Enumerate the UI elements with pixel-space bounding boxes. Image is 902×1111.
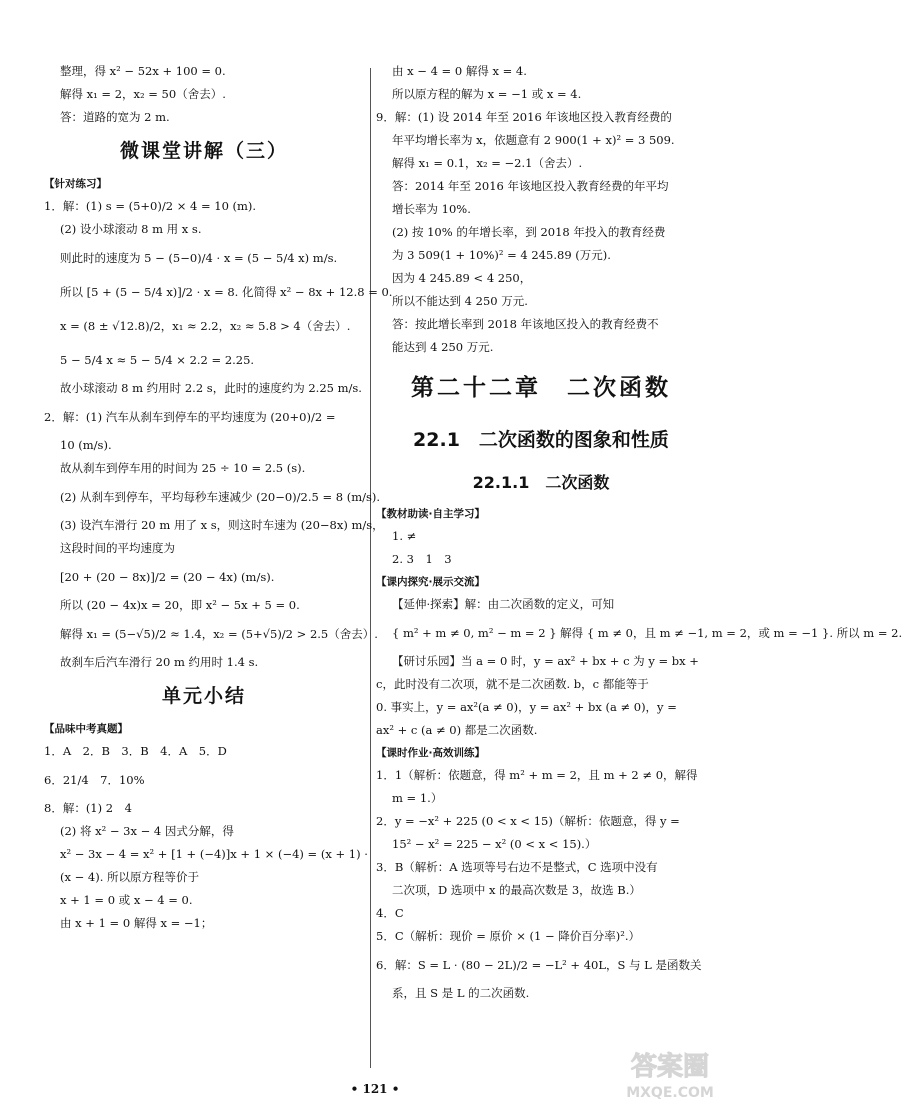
left-line: x² − 3x − 4 = x² + [1 + (−4)]x + 1 × (−4) = (x + 1) · — [60, 847, 368, 861]
right-line: 6．解：S = L · (80 − 2L)/2 = −L² + 40L，S 与 L 是函数关 — [376, 958, 702, 972]
right-line: 22.1 二次函数的图象和性质 — [413, 429, 669, 451]
svg-text:答案圈: 答案圈 — [630, 1052, 710, 1082]
left-line: 整理，得 x² − 52x + 100 = 0. — [60, 64, 226, 78]
left-line: 则此时的速度为 5 − (5−0)/4 · x = (5 − 5/4 x) m/s. — [60, 251, 338, 265]
right-line: 1．1（解析：依题意，得 m² + m = 2，且 m + 2 ≠ 0，解得 — [376, 768, 698, 782]
right-line: 【课时作业·高效训练】 — [376, 747, 485, 759]
left-line: (2) 从刹车到停车，平均每秒车速减少 (20−0)/2.5 = 8 (m/s). — [60, 490, 381, 504]
right-line: 22.1.1 二次函数 — [472, 473, 610, 492]
column-divider — [370, 68, 371, 1068]
right-line: 为 3 509(1 + 10%)² = 4 245.89 (万元). — [392, 248, 611, 262]
svg-text:MXQE.COM: MXQE.COM — [626, 1085, 714, 1101]
right-line: 所以原方程的解为 x = −1 或 x = 4. — [392, 87, 582, 101]
left-line: 2．解：(1) 汽车从刹车到停车的平均速度为 (20+0)/2 = — [44, 410, 336, 424]
right-line: 【延伸·探索】解：由二次函数的定义，可知 — [392, 597, 615, 611]
left-line: [20 + (20 − 8x)]/2 = (20 − 4x) (m/s). — [60, 570, 275, 584]
left-line: (2) 将 x² − 3x − 4 因式分解，得 — [60, 824, 234, 838]
right-line: 由 x − 4 = 0 解得 x = 4. — [392, 64, 527, 78]
left-line: 8．解：(1) 2 4 — [44, 801, 132, 815]
left-line: 1．A 2．B 3．B 4．A 5．D — [44, 744, 227, 758]
right-line: 1. ≠ — [392, 529, 417, 543]
left-line: 6．21/4 7．10% — [44, 773, 145, 787]
page-number: • 121 • — [350, 1082, 400, 1096]
right-line: 解得 x₁ = 0.1，x₂ = −2.1（舍去）. — [392, 156, 583, 170]
right-line: 系，且 S 是 L 的二次函数. — [392, 986, 530, 1000]
right-line: 答：2014 年至 2016 年该地区投入教育经费的年平均 — [392, 179, 669, 193]
left-line: 【品味中考真题】 — [44, 723, 128, 735]
right-column — [376, 60, 902, 1005]
left-line: (x − 4). 所以原方程等价于 — [60, 870, 200, 884]
right-line: 2. 3 1 3 — [392, 552, 452, 566]
left-line: 解得 x₁ = 2，x₂ = 50（舍去）. — [60, 87, 226, 101]
right-line: c，此时没有二次项，就不是二次函数. b，c 都能等于 — [376, 677, 649, 691]
right-line: { m² + m ≠ 0, m² − m = 2 } 解得 { m ≠ 0，且 m ≠ −1, m = 2，或 m = −1 }. 所以 m = 2. — [392, 626, 902, 640]
right-line: 【教材助读·自主学习】 — [376, 508, 485, 520]
left-line: 所以 [5 + (5 − 5/4 x)]/2 · x = 8. 化简得 x² − 8x + 12.8 = 0. — [60, 285, 393, 299]
left-line: 解得 x₁ = (5−√5)/2 ≈ 1.4，x₂ = (5+√5)/2 > 2.5（舍去）. — [60, 627, 378, 641]
right-line: 因为 4 245.89 < 4 250， — [392, 271, 532, 285]
left-line: 【针对练习】 — [44, 178, 107, 190]
right-line: 答：按此增长率到 2018 年该地区投入的教育经费不 — [392, 317, 659, 331]
right-line: 能达到 4 250 万元. — [392, 340, 494, 354]
right-line: 3．B（解析：A 选项等号右边不是整式，C 选项中没有 — [376, 860, 658, 874]
right-line: 【研讨乐园】当 a = 0 时，y = ax² + bx + c 为 y = bx + — [392, 654, 699, 668]
left-line: 1．解：(1) s = (5+0)/2 × 4 = 10 (m). — [44, 199, 257, 213]
left-line: 故小球滚动 8 m 约用时 2.2 s，此时的速度约为 2.25 m/s. — [60, 381, 362, 395]
left-line: 所以 (20 − 4x)x = 20，即 x² − 5x + 5 = 0. — [60, 598, 300, 612]
left-line: 这段时间的平均速度为 — [60, 541, 175, 555]
left-line: (3) 设汽车滑行 20 m 用了 x s，则这时车速为 (20−8x) m/s， — [60, 518, 384, 532]
left-line: 微课堂讲解（三） — [119, 140, 288, 162]
right-line: m = 1.） — [392, 791, 443, 805]
left-line: 答：道路的宽为 2 m. — [60, 110, 170, 124]
right-line: 2．y = −x² + 225 (0 < x < 15)（解析：依题意，得 y = — [376, 814, 680, 828]
left-line: 故从刹车到停车用的时间为 25 ÷ 10 = 2.5 (s). — [60, 461, 306, 475]
watermark-logo — [604, 1045, 736, 1103]
left-line: (2) 设小球滚动 8 m 用 x s. — [60, 222, 202, 236]
right-line: 二次项，D 选项中 x 的最高次数是 3，故选 B.） — [392, 883, 641, 897]
left-line: 10 (m/s). — [60, 438, 112, 452]
left-line: 5 − 5/4 x ≈ 5 − 5/4 × 2.2 = 2.25. — [60, 353, 255, 367]
right-line: 9．解：(1) 设 2014 年至 2016 年该地区投入教育经费的 — [376, 110, 672, 124]
right-line: 15² − x² = 225 − x² (0 < x < 15).） — [392, 837, 597, 851]
right-line: 增长率为 10%. — [392, 202, 471, 216]
left-line: x + 1 = 0 或 x − 4 = 0. — [60, 893, 193, 907]
right-line: 5．C（解析：现价 = 原价 × (1 − 降价百分率)².） — [376, 929, 641, 943]
right-line: 年平均增长率为 x，依题意有 2 900(1 + x)² = 3 509. — [392, 133, 675, 147]
right-line: 0. 事实上，y = ax²(a ≠ 0)，y = ax² + bx (a ≠ 0)，y = — [376, 700, 677, 714]
left-line: 单元小结 — [161, 685, 246, 707]
right-line: 【课内探究·展示交流】 — [376, 576, 485, 588]
right-line: ax² + c (a ≠ 0) 都是二次函数. — [376, 723, 538, 737]
left-line: 由 x + 1 = 0 解得 x = −1； — [60, 916, 213, 930]
right-line: 4．C — [376, 906, 404, 920]
left-line: 故刹车后汽车滑行 20 m 约用时 1.4 s. — [60, 655, 259, 669]
right-line: 所以不能达到 4 250 万元. — [392, 294, 528, 308]
right-line: 第二十二章 二次函数 — [411, 375, 671, 401]
left-line: x = (8 ± √12.8)/2，x₁ ≈ 2.2，x₂ ≈ 5.8 > 4（舍去）. — [60, 319, 351, 333]
right-line: (2) 按 10% 的年增长率，到 2018 年投入的教育经费 — [392, 225, 666, 239]
